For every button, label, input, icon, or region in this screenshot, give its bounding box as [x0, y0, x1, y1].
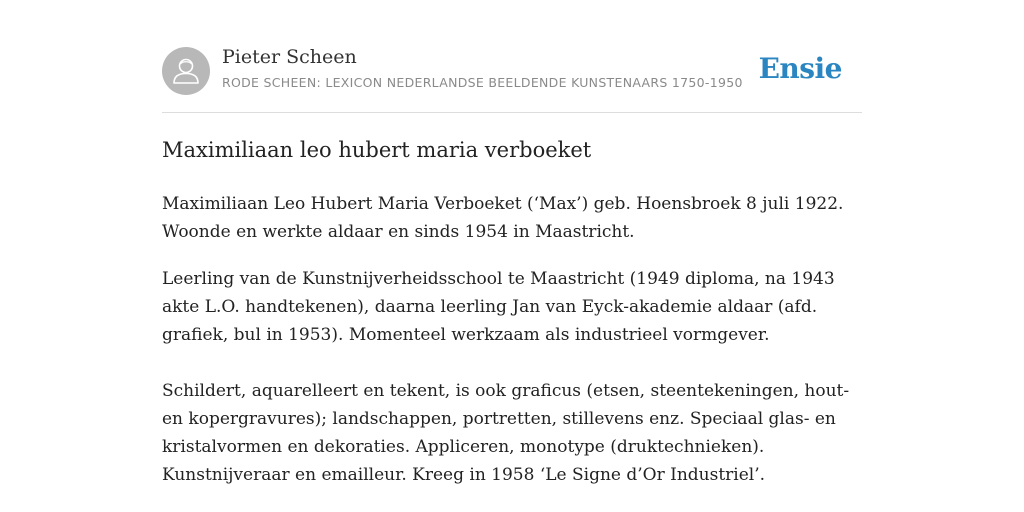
article-paragraph: Maximiliaan Leo Hubert Maria Verboeket (‘Max’) geb. Hoensbroek 8 juli 1922. Woonde en werkte aldaar en sinds 1954 in Maastricht. — [162, 194, 844, 242]
article-title: Maximiliaan leo hubert maria verboeket — [162, 138, 592, 162]
article-page — [162, 0, 862, 485]
author-name[interactable]: Pieter Scheen — [222, 46, 357, 68]
article-header — [162, 0, 862, 113]
author-avatar[interactable] — [162, 47, 210, 95]
article-body — [162, 190, 862, 508]
user-silhouette-icon — [162, 47, 210, 95]
article-paragraph: Leerling van de Kunstnijverheidsschool te Maastricht (1949 diploma, na 1943 akte L.O. handtekenen), daarna leerling Jan van Eyck-akademie aldaar (afd. grafiek, bul in 1953). Momenteel werkzaam als industrieel vormgever. Schildert, aquarelleert en tekent, is ook graficus (etsen, steentekeningen, hout- en kopergravures); landschappen, portretten, stillevens enz. Speciaal glas- en kristalvormen en dekoraties. Appliceren, monotype (druktechnieken). Kunstnijveraar en emailleur. Kreeg in 1958 ‘Le Signe d’Or Industriel’. — [162, 269, 850, 485]
source-name[interactable]: RODE SCHEEN: LEXICON NEDERLANDSE BEELDENDE KUNSTENAARS 1750-1950 — [222, 75, 743, 90]
ensie-logo[interactable]: Ensie — [758, 52, 842, 85]
